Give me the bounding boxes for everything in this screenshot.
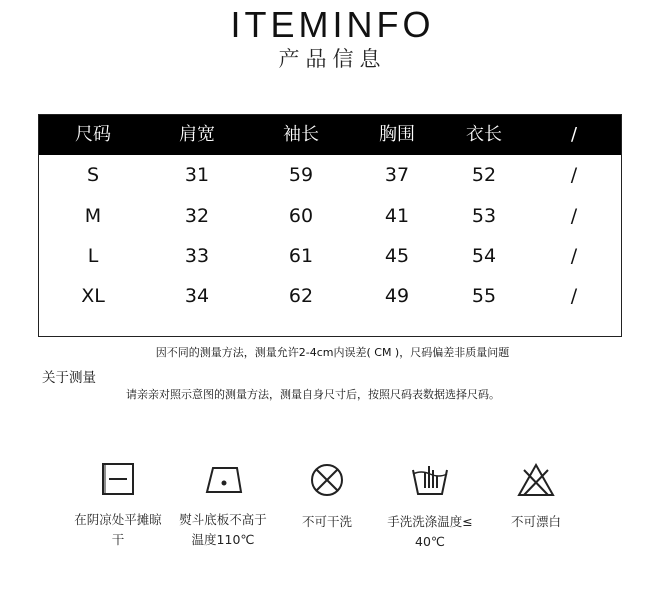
table-cell: 32 bbox=[184, 205, 210, 227]
table-cell: M bbox=[84, 205, 102, 227]
table-cell: 61 bbox=[288, 245, 314, 267]
care-label-line: 40℃ bbox=[415, 534, 445, 549]
do-not-bleach-icon bbox=[516, 462, 556, 498]
table-cell: 52 bbox=[471, 164, 497, 186]
care-item-no-dry-clean bbox=[267, 462, 387, 532]
table-row bbox=[39, 284, 621, 324]
table-cell: / bbox=[570, 164, 578, 186]
care-item-dry-flat bbox=[58, 462, 178, 550]
table-cell: 53 bbox=[471, 205, 497, 227]
table-row bbox=[39, 244, 621, 284]
table-cell: 49 bbox=[384, 285, 410, 307]
care-label-line: 干 bbox=[111, 532, 125, 547]
table-cell: 33 bbox=[184, 245, 210, 267]
care-label-line: 手洗洗涤温度≤ bbox=[387, 514, 473, 529]
table-cell: L bbox=[87, 245, 99, 267]
table-cell: 34 bbox=[184, 285, 210, 307]
care-item-no-bleach bbox=[476, 462, 596, 532]
page-title-chinese: 产品信息 bbox=[278, 47, 387, 71]
column-header-slash: / bbox=[570, 124, 578, 145]
care-label-line: 不可干洗 bbox=[301, 514, 352, 529]
measure-instructions: 请亲亲对照示意图的测量方法，测量自身尺寸后，按照尺码表数据选择尺码。 bbox=[126, 388, 500, 401]
column-header-shoulder: 肩宽 bbox=[179, 124, 215, 145]
column-header-size: 尺码 bbox=[75, 124, 111, 145]
page-title-english: ITEMINFO bbox=[230, 4, 435, 45]
table-cell: S bbox=[86, 164, 100, 186]
table-cell: / bbox=[570, 285, 578, 307]
hand-wash-icon bbox=[410, 462, 450, 498]
dry-flat-in-shade-icon bbox=[101, 462, 135, 496]
column-header-sleeve: 袖长 bbox=[283, 124, 319, 145]
measure-heading: 关于测量 bbox=[42, 370, 96, 386]
table-row bbox=[39, 163, 621, 203]
table-row bbox=[39, 204, 621, 244]
table-cell: 37 bbox=[384, 164, 410, 186]
do-not-dry-clean-icon bbox=[309, 462, 345, 498]
care-label-line: 温度110℃ bbox=[191, 532, 255, 547]
care-item-iron bbox=[163, 462, 283, 550]
table-cell: 60 bbox=[288, 205, 314, 227]
care-label-line: 在阴凉处平摊晾 bbox=[74, 512, 162, 527]
table-cell: 59 bbox=[288, 164, 314, 186]
column-header-length: 衣长 bbox=[466, 124, 502, 145]
care-item-hand-wash bbox=[370, 462, 490, 552]
table-cell: 62 bbox=[288, 285, 314, 307]
table-cell: / bbox=[570, 205, 578, 227]
table-cell: 55 bbox=[471, 285, 497, 307]
column-header-chest: 胸围 bbox=[379, 124, 415, 145]
care-label-line: 熨斗底板不高于 bbox=[179, 512, 267, 527]
table-cell: XL bbox=[81, 285, 105, 307]
table-cell: 31 bbox=[184, 164, 210, 186]
iron-low-heat-icon bbox=[201, 462, 245, 496]
size-table bbox=[38, 114, 622, 337]
table-cell: 45 bbox=[384, 245, 410, 267]
table-cell: 54 bbox=[471, 245, 497, 267]
size-tolerance-note: 因不同的测量方法，测量允许2-4cm内误差( CM )，尺码偏差非质量问题 bbox=[155, 346, 510, 359]
table-cell: / bbox=[570, 245, 578, 267]
table-cell: 41 bbox=[384, 205, 410, 227]
size-table-header bbox=[39, 115, 621, 155]
care-label-line: 不可漂白 bbox=[510, 514, 561, 529]
